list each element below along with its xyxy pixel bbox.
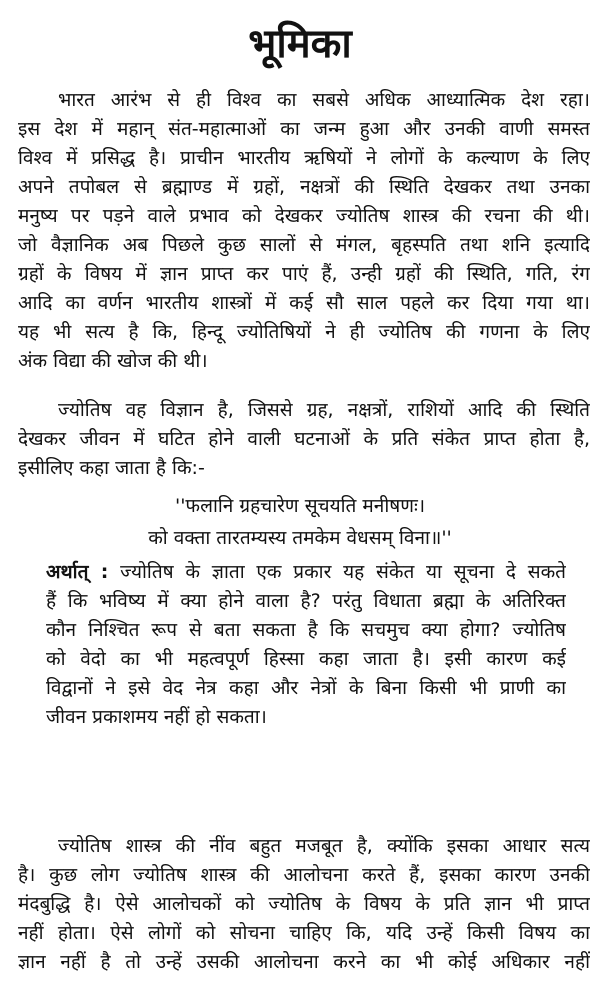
text-line: अंक विद्या की खोज की थी। <box>18 350 208 372</box>
text-line: कौन निश्चित रूप से बता सकता है कि सचमुच क्या होगा? ज्योतिष <box>46 619 566 641</box>
text-line: ज्ञान नहीं है तो उन्हें उसकी आलोचना करने का भी कोई अधिकार नहीं <box>18 951 590 973</box>
meaning-label: अर्थात् : <box>46 561 109 583</box>
text-line: इस देश में महान् संत-महात्माओं का जन्म हुआ और उनकी वाणी समस्त <box>18 118 590 140</box>
text-line: विश्व में प्रसिद्ध है। प्राचीन भारतीय ऋषियों ने लोगों के कल्याण के लिए <box>18 147 590 169</box>
text-line: हैं कि भविष्य में क्या होने वाला है? परंतु विधाता ब्रह्मा के अतिरिक्त <box>46 590 566 612</box>
text-line: नहीं होता। ऐसे लोगों को सोचना चाहिए कि, यदि उन्हें किसी विषय का <box>18 922 590 944</box>
text-line: अपने तपोबल से ब्रह्माण्ड में ग्रहों, नक्षत्रों की स्थिति देखकर तथा उनका <box>18 176 590 198</box>
text-line: है। कुछ लोग ज्योतिष शास्त्र की आलोचना करते हैं, इसका कारण उनकी <box>18 864 590 886</box>
text-line: को वेदो का भी महत्वपूर्ण हिस्सा कहा जाता है। इसी कारण कई <box>46 648 566 670</box>
quote-line: को वक्ता तारतम्यस्य तमकेम वेधसम् विना॥'' <box>148 527 452 549</box>
meaning-paragraph <box>46 558 566 732</box>
text-line: ज्योतिष वह विज्ञान है, जिससे ग्रह, नक्षत्रों, राशियों आदि की स्थिति <box>58 399 590 421</box>
text-line: ज्योतिष के ज्ञाता एक प्रकार यह संकेत या सूचना दे सकते <box>120 561 566 583</box>
text-line: ज्योतिष शास्त्र की नींव बहुत मजबूत है, क्योंकि इसका आधार सत्य <box>58 835 590 857</box>
text-line: भारत आरंभ से ही विश्व का सबसे अधिक आध्यात्मिक देश रहा। <box>58 89 590 111</box>
text-line: देखकर जीवन में घटित होने वाली घटनाओं के प्रति संकेत प्राप्त होता है, <box>18 428 590 450</box>
text-line: विद्वानों ने इसे वेद नेत्र कहा और नेत्रों के बिना किसी भी प्राणी का <box>46 677 566 699</box>
text-line: मनुष्य पर पड़ने वाले प्रभाव को देखकर ज्योतिष शास्त्र की रचना की थी। <box>18 205 590 227</box>
text-line: मंदबुद्धि है। ऐसे आलोचकों को ज्योतिष के विषय के प्रति ज्ञान भी प्राप्त <box>18 893 590 915</box>
page-title: भूमिका <box>248 21 352 67</box>
paragraph-1 <box>18 86 590 376</box>
text-line: यह भी सत्य है कि, हिन्दू ज्योतिषियों ने ही ज्योतिष की गणना के लिए <box>18 321 590 343</box>
text-line: इसीलिए कहा जाता है कि:- <box>18 457 205 479</box>
paragraph-3 <box>18 832 590 977</box>
quote-line: ''फलानि ग्रहचारेण सूचयति मनीषणः। <box>174 495 426 517</box>
text-line: ग्रहों के विषय में ज्ञान प्राप्त कर पाएं हैं, उन्ही ग्रहों की स्थिति, गति, रंग <box>18 263 590 285</box>
sanskrit-quote <box>0 490 600 554</box>
text-line: आदि का वर्णन भारतीय शास्त्रों में कई सौ साल पहले कर दिया गया था। <box>18 292 590 314</box>
paragraph-2 <box>18 396 590 483</box>
text-line: जीवन प्रकाशमय नहीं हो सकता। <box>46 706 267 728</box>
text-line: जो वैज्ञानिक अब पिछले कुछ सालों से मंगल, बृहस्पति तथा शनि इत्यादि <box>18 234 590 256</box>
